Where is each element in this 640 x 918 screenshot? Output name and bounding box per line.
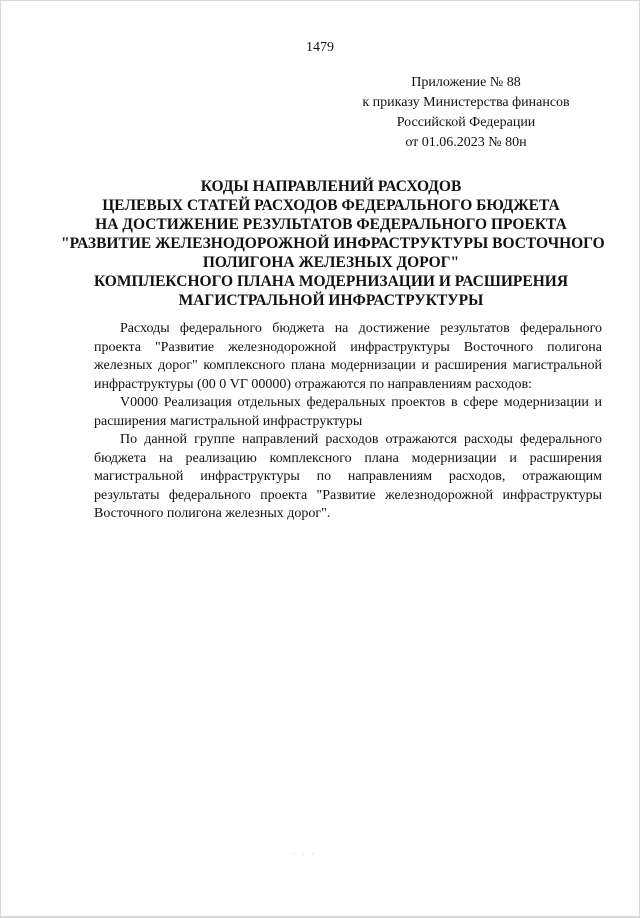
scan-artifact: · · ·	[293, 849, 317, 859]
title-line: КОМПЛЕКСНОГО ПЛАНА МОДЕРНИЗАЦИИ И РАСШИРЕНИЯ	[93, 273, 569, 290]
title-line: НА ДОСТИЖЕНИЕ РЕЗУЛЬТАТОВ ФЕДЕРАЛЬНОГО ПРОЕКТА	[95, 216, 567, 233]
body-paragraph: V0000 Реализация отдельных федеральных проектов в сфере модернизации и расширения магистральной инфраструктуры	[94, 395, 602, 429]
attachment-line: Российской Федерации	[396, 115, 536, 130]
title-line: ПОЛИГОНА ЖЕЛЕЗНЫХ ДОРОГ"	[202, 254, 460, 271]
attachment-line: к приказу Министерства финансов	[362, 95, 570, 110]
title-line: МАГИСТРАЛЬНОЙ ИНФРАСТРУКТУРЫ	[178, 292, 484, 309]
title-line: ЦЕЛЕВЫХ СТАТЕЙ РАСХОДОВ ФЕДЕРАЛЬНОГО БЮДЖЕТА	[102, 197, 560, 214]
attachment-block	[331, 73, 601, 153]
attachment-line: Приложение № 88	[411, 75, 521, 90]
page-number: 1479	[306, 40, 334, 55]
title-line: "РАЗВИТИЕ ЖЕЛЕЗНОДОРОЖНОЙ ИНФРАСТРУКТУРЫ ВОСТОЧНОГО	[61, 235, 605, 252]
body-paragraph: По данной группе направлений расходов отражаются расходы федерального бюджета на реализацию комплексного плана модернизации и расширения магистральной инфраструктуры по направлениям расходов, отражающим результаты федерального проекта "Развитие железнодорожной инфраструктуры Восточного полигона железных дорог".	[94, 432, 602, 521]
title-line: КОДЫ НАПРАВЛЕНИЙ РАСХОДОВ	[200, 178, 462, 195]
body-paragraph: Расходы федерального бюджета на достижение результатов федерального проекта "Развитие железнодорожной инфраструктуры Восточного полигона железных дорог" комплексного плана модернизации и расширения магистральной инфраструктуры (00 0 VГ 00000) отражаются по направлениям расходов:	[94, 321, 602, 392]
document-title	[61, 177, 605, 310]
document-page	[1, 1, 639, 916]
document-body	[94, 320, 602, 524]
attachment-line: от 01.06.2023 № 80н	[405, 135, 527, 150]
